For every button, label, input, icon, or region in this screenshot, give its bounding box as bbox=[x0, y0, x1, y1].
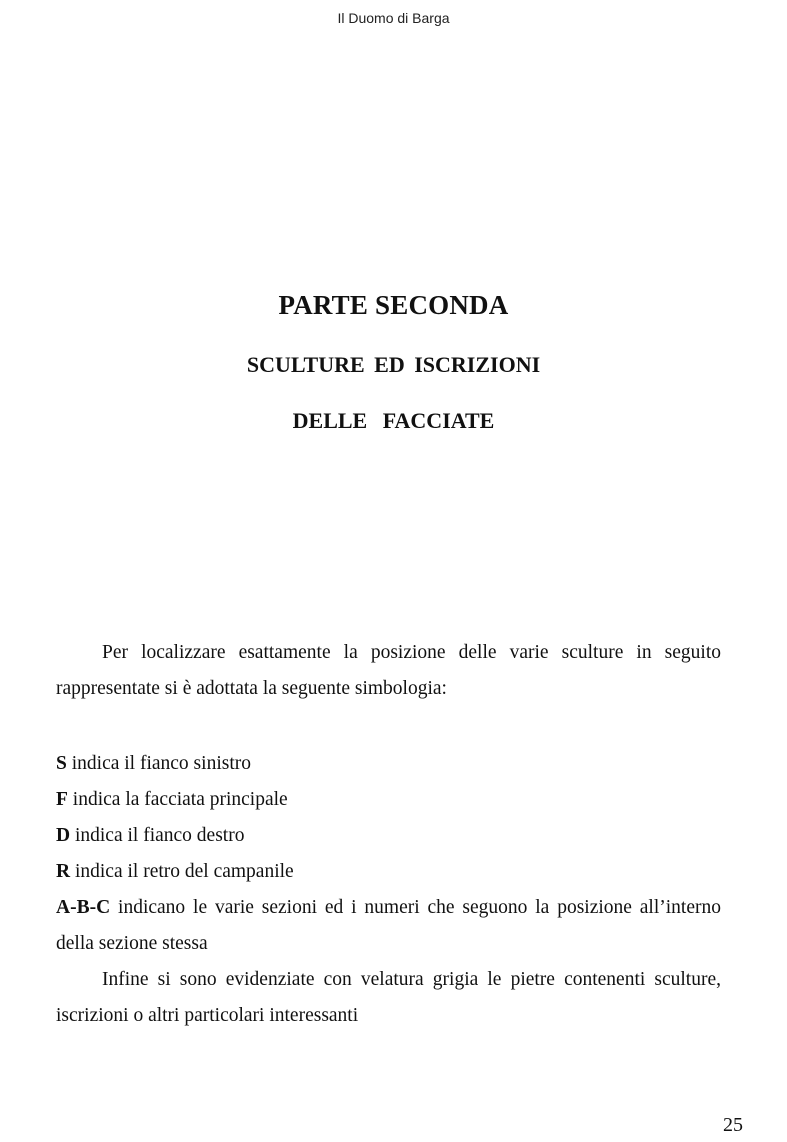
legend-item-f bbox=[56, 782, 721, 818]
closing-paragraph: Infine si sono evidenziate con velatura grigia le pietre contenenti sculture, iscrizioni o altri particolari interessanti bbox=[56, 969, 721, 1026]
intro-paragraph-block bbox=[56, 635, 721, 707]
section-subtitle-line-2: DELLE FACCIATE bbox=[292, 408, 495, 433]
part-title: PARTE SECONDA bbox=[278, 290, 509, 320]
closing-paragraph-block bbox=[56, 962, 721, 1034]
legend-item-d bbox=[56, 818, 721, 854]
legend-item-r bbox=[56, 854, 721, 890]
legend-text: indicano le varie sezioni ed i numeri che seguono la posizione all’interno della sezione stessa bbox=[56, 897, 721, 954]
legend-text: indica il fianco destro bbox=[70, 825, 245, 846]
legend-item-s bbox=[56, 746, 721, 782]
legend-text: indica il retro del campanile bbox=[70, 861, 294, 882]
legend-item-abc bbox=[56, 890, 721, 962]
legend-key: S bbox=[56, 753, 67, 774]
symbol-legend bbox=[56, 746, 721, 962]
legend-key: R bbox=[56, 861, 71, 882]
legend-text: indica la facciata principale bbox=[67, 789, 288, 810]
legend-text: indica il fianco sinistro bbox=[66, 753, 251, 774]
page-number: 25 bbox=[723, 1114, 743, 1136]
intro-paragraph: Per localizzare esattamente la posizione delle varie sculture in seguito rappresentate si è adottata la seguente simbologia: bbox=[56, 642, 721, 699]
legend-key: F bbox=[56, 789, 68, 810]
legend-key: A-B-C bbox=[56, 897, 111, 918]
legend-key: D bbox=[56, 825, 71, 846]
section-subtitle-line-1: SCULTURE ED ISCRIZIONI bbox=[246, 352, 541, 377]
running-header: Il Duomo di Barga bbox=[337, 10, 450, 26]
